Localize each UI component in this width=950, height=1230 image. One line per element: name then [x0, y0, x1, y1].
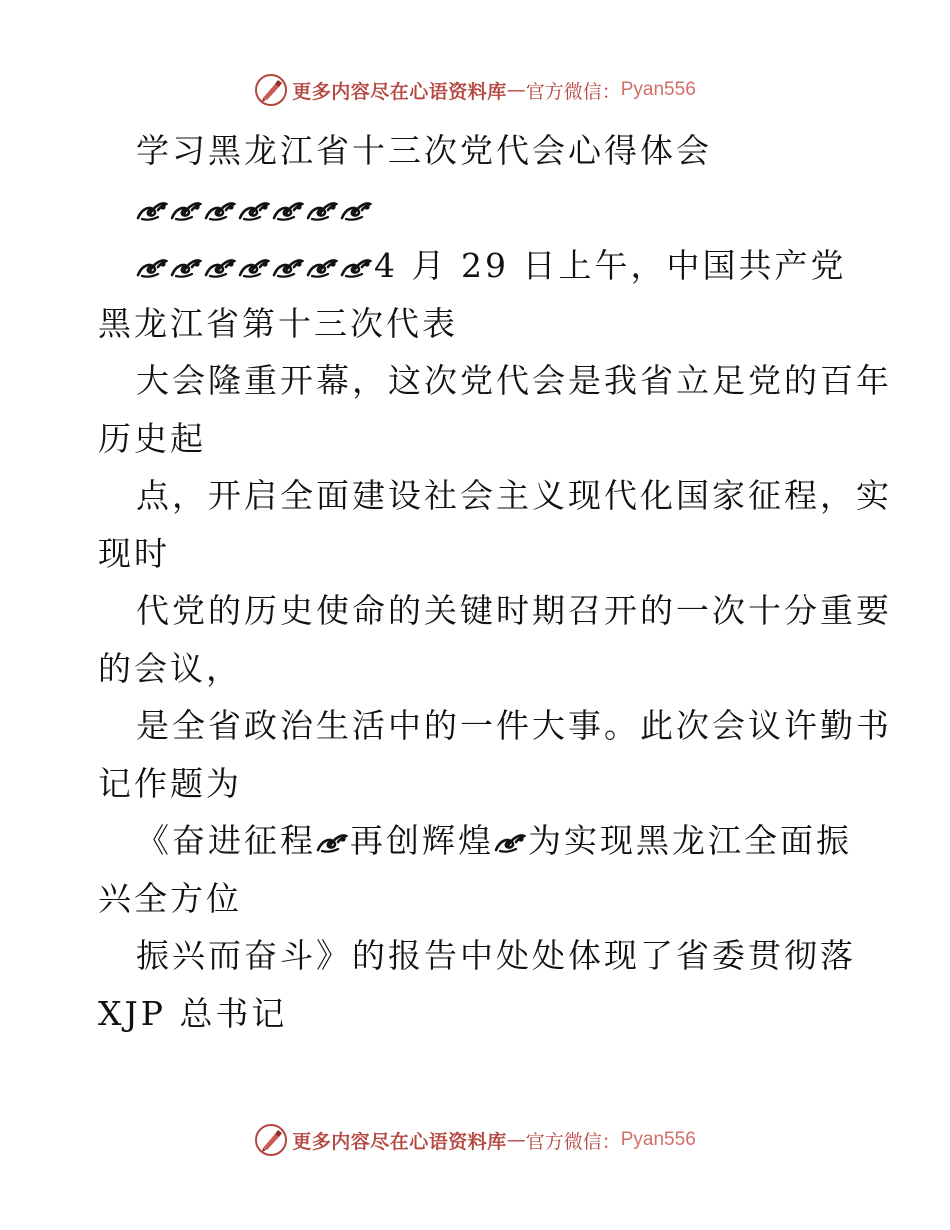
paragraph-line: 兴全方位: [98, 878, 242, 918]
pen-logo-icon: [254, 73, 288, 107]
ornament-icon: [272, 255, 304, 279]
ornament-icon: [170, 255, 202, 279]
paragraph-text: 再创辉煌: [350, 821, 494, 860]
paragraph-line: 历史起: [98, 418, 206, 458]
paragraph-line: 记作题为: [98, 763, 242, 803]
paragraph-line: 点，开启全面建设社会主义现代化国家征程，实: [136, 476, 892, 515]
ornament-icon: [136, 198, 168, 222]
ornament-icon: [204, 198, 236, 222]
paragraph-line: 大会隆重开幕，这次党代会是我省立足党的百年: [136, 361, 892, 400]
footer-banner: [0, 1120, 950, 1160]
paragraph-line: 是全省政治生活中的一件大事。此次会议许勤书: [136, 706, 892, 745]
ornament-row: [98, 180, 858, 238]
document-title: 学习黑龙江省十三次党代会心得体会: [136, 131, 712, 170]
ornament-icon: [238, 255, 270, 279]
header-banner: [0, 70, 950, 110]
paragraph-line: [98, 812, 858, 870]
ornament-icon: [238, 198, 270, 222]
paragraph-line: 黑龙江省第十三次代表: [98, 303, 458, 343]
paragraph-text: 为实现黑龙江全面振: [528, 821, 852, 860]
banner-dash: —: [506, 79, 526, 101]
ornament-group: [136, 246, 374, 285]
banner-title: 更多内容尽在心语资料库: [292, 80, 507, 103]
ornament-icon: [306, 198, 338, 222]
ornament-icon: [204, 255, 236, 279]
pen-logo-icon: [254, 1123, 288, 1157]
banner-dash: —: [506, 1129, 526, 1151]
paragraph-line: 振兴而奋斗》的报告中处处体现了省委贯彻落: [136, 936, 856, 975]
paragraph-line: 现时: [98, 533, 170, 573]
paragraph-line: 的会议，: [98, 648, 242, 688]
document-body: [98, 122, 892, 1042]
banner-wechat-label: 官方微信：: [525, 80, 621, 103]
ornament-icon: [136, 255, 168, 279]
ornament-icon: [170, 198, 202, 222]
ornament-icon: [306, 255, 338, 279]
ornament-icon: [494, 830, 526, 854]
paragraph-line: 代党的历史使命的关键时期召开的一次十分重要: [136, 591, 892, 630]
paragraph-line: [98, 237, 858, 295]
ornament-icon: [272, 198, 304, 222]
banner-wechat-id: Pyan556: [620, 79, 696, 100]
ornament-icon: [316, 830, 348, 854]
ornament-icon: [340, 255, 372, 279]
banner-wechat-label: 官方微信：: [525, 1130, 621, 1153]
paragraph-text: 4 月 29 日上午，中国共产党: [374, 246, 847, 285]
banner-title: 更多内容尽在心语资料库: [292, 1130, 507, 1153]
banner-wechat-id: Pyan556: [620, 1129, 696, 1150]
paragraph-text: 《奋进征程: [136, 821, 316, 860]
ornament-icon: [340, 198, 372, 222]
paragraph-line: XJP 总书记: [98, 993, 288, 1033]
